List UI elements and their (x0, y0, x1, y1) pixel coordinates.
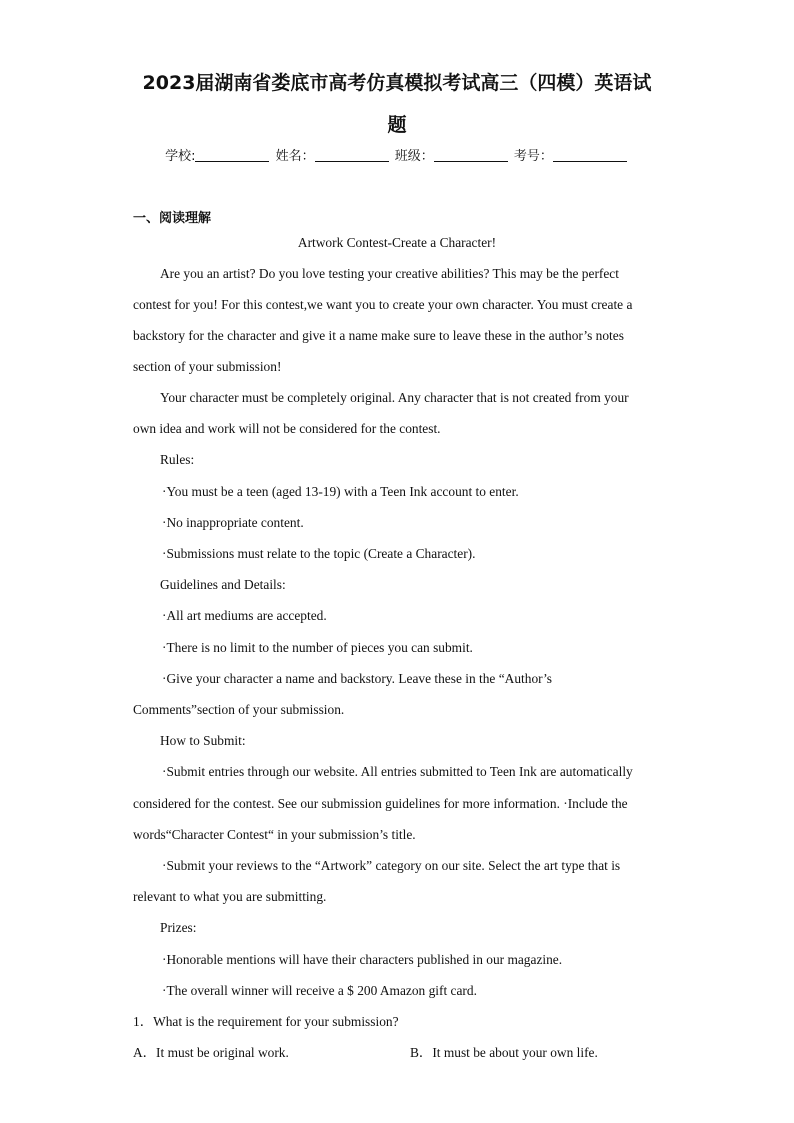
passage-line: contest for you! For this contest,we want you to create your own character. You must create a (133, 297, 633, 312)
section-heading: 一、阅读理解 (133, 211, 212, 226)
school-blank (195, 148, 269, 162)
rule-item: ·No inappropriate content. (162, 515, 304, 530)
passage-line: considered for the contest. See our submission guidelines for more information. ·Include the (133, 796, 628, 811)
option-b: B．It must be about your own life. (410, 1045, 598, 1060)
passage-line: words“Character Contest“ in your submission’s title. (133, 827, 416, 842)
class-label: 班级： (394, 149, 434, 164)
student-info-row (0, 145, 794, 164)
name-blank (315, 148, 389, 162)
rule-item: ·Submissions must relate to the topic (Create a Character). (162, 546, 476, 561)
submit-item: ·Submit your reviews to the “Artwork” category on our site. Select the art type that is (162, 858, 621, 873)
passage-heading: Artwork Contest-Create a Character! (297, 235, 497, 250)
submit-item: ·Submit entries through our website. All entries submitted to Teen Ink are automatically (162, 764, 633, 779)
guideline-item: ·Give your character a name and backstory. Leave these in the “Author’s (162, 671, 553, 686)
exam-title-line2: 题 (387, 114, 407, 136)
exam-number-label: 考号： (513, 149, 553, 164)
rule-item: ·You must be a teen (aged 13-19) with a Teen Ink account to enter. (162, 484, 519, 499)
passage-line: Are you an artist? Do you love testing your creative abilities? This may be the perfect (160, 266, 619, 281)
guidelines-heading: Guidelines and Details: (160, 577, 286, 592)
passage-line: backstory for the character and give it a name make sure to leave these in the author’s notes (133, 328, 624, 343)
how-to-submit-heading: How to Submit: (160, 733, 246, 748)
class-blank (434, 148, 508, 162)
guideline-item: ·All art mediums are accepted. (162, 608, 327, 623)
passage-line: Your character must be completely original. Any character that is not created from your (160, 390, 629, 405)
prize-item: ·The overall winner will receive a $ 200 Amazon gift card. (162, 983, 477, 998)
rules-heading: Rules: (160, 452, 195, 467)
school-label: 学校: (165, 149, 196, 164)
passage-line: Comments”section of your submission. (133, 702, 345, 717)
passage-line: relevant to what you are submitting. (133, 889, 327, 904)
prize-item: ·Honorable mentions will have their characters published in our magazine. (162, 952, 563, 967)
question-stem: 1．What is the requirement for your submission? (133, 1014, 399, 1029)
exam-number-blank (553, 148, 627, 162)
passage-line: section of your submission! (133, 359, 282, 374)
name-label: 姓名： (275, 149, 315, 164)
guideline-item: ·There is no limit to the number of pieces you can submit. (162, 640, 473, 655)
option-a: A．It must be original work. (133, 1045, 289, 1060)
prizes-heading: Prizes: (160, 920, 197, 935)
exam-title-line1: 2023届湖南省娄底市高考仿真模拟考试高三（四模）英语试 (142, 72, 652, 94)
passage-line: own idea and work will not be considered for the contest. (133, 421, 441, 436)
